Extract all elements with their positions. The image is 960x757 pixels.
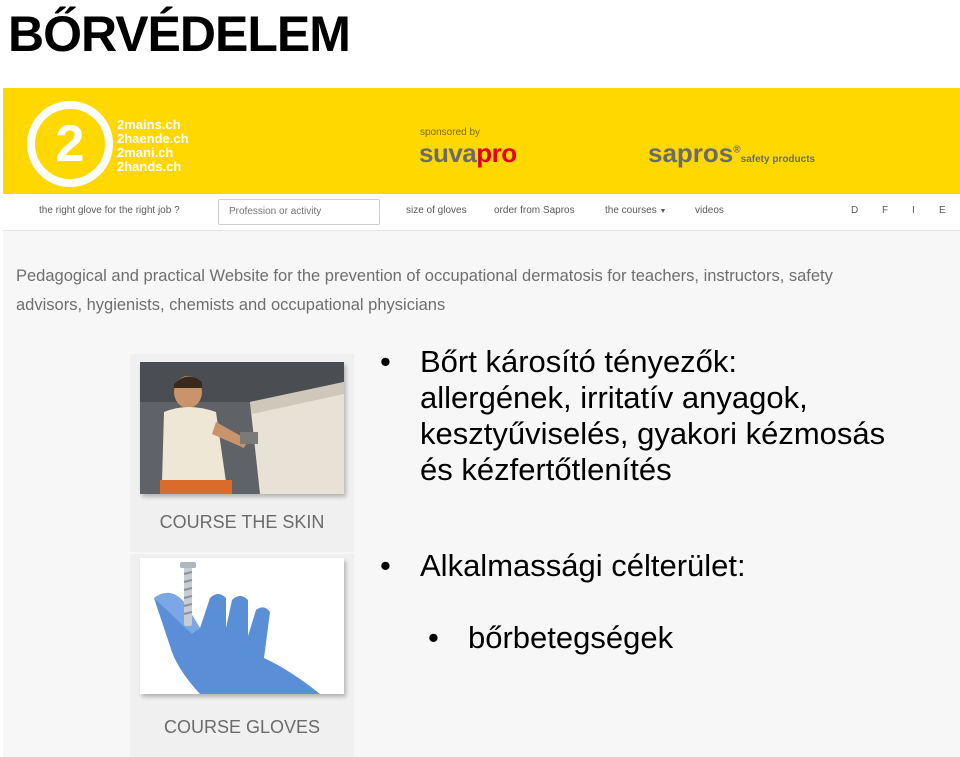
nav-link-courses[interactable] [605,205,666,216]
course-skin-label[interactable]: COURSE THE SKIN [159,512,325,532]
caret-down-icon: ▼ [659,208,667,215]
logo-2-icon[interactable]: 2 [27,101,113,187]
worker-photo [140,362,344,494]
bullet-text: Alkalmassági célterület: [420,548,746,583]
bullet-dot: • [380,548,391,583]
sub-bullet-text: bőrbetegségek [468,620,674,655]
course-gloves-label[interactable]: COURSE GLOVES [163,717,321,737]
domain-list [117,118,189,174]
course-gloves-card[interactable] [130,554,354,757]
bullet-line: allergének, irritatív anyagok, [420,380,808,415]
slide-title: BŐRVÉDELEM [8,6,350,62]
sponsored-label: sponsored by [420,127,481,138]
site-banner [3,88,960,194]
glove-photo [140,558,344,694]
bullet-line: és kézfertőtlenítés [420,452,672,487]
suva-text: suva [419,138,477,168]
nav-link-videos[interactable]: videos [695,205,724,216]
sub-bullet-dot: • [428,620,439,655]
lang-d[interactable]: D [851,205,859,216]
profession-search-input[interactable] [218,199,380,225]
domain-item[interactable]: 2haende.ch [117,131,189,146]
worker-illustration [140,362,344,494]
nav-tagline[interactable]: the right glove for the right job ? [39,205,180,216]
intro-line: Pedagogical and practical Website for the prevention of occupational dermatosis for teachers, instructors, safety [16,267,833,285]
intro-text [16,262,936,320]
glove-illustration [140,558,344,694]
lang-i[interactable]: I [912,205,915,216]
pro-text: pro [476,138,517,168]
suvapro-logo[interactable] [419,138,517,169]
bullet-line: Bőrt károsító tényezők: [420,344,738,379]
bullet-dot: • [380,344,391,379]
site-nav [3,194,960,231]
registered-mark: ® [733,144,741,156]
bullet-text [420,344,885,488]
intro-line: advisors, hygienists, chemists and occupational physicians [16,296,446,314]
lang-f[interactable]: F [882,205,889,216]
nav-link-size[interactable]: size of gloves [406,205,467,216]
sapros-text: sapros [648,138,734,168]
bullet-line: kesztyűviselés, gyakori kézmosás [420,416,886,451]
nav-link-courses-label: the courses [605,205,657,216]
domain-item[interactable]: 2mains.ch [117,117,181,132]
course-skin-card[interactable] [130,354,354,552]
domain-item[interactable]: 2hands.ch [117,159,182,174]
domain-item[interactable]: 2mani.ch [117,145,174,160]
lang-e[interactable]: E [939,205,946,216]
sapros-tagline: safety products [740,154,816,165]
nav-link-order[interactable]: order from Sapros [494,205,575,216]
sapros-logo[interactable] [648,138,815,169]
